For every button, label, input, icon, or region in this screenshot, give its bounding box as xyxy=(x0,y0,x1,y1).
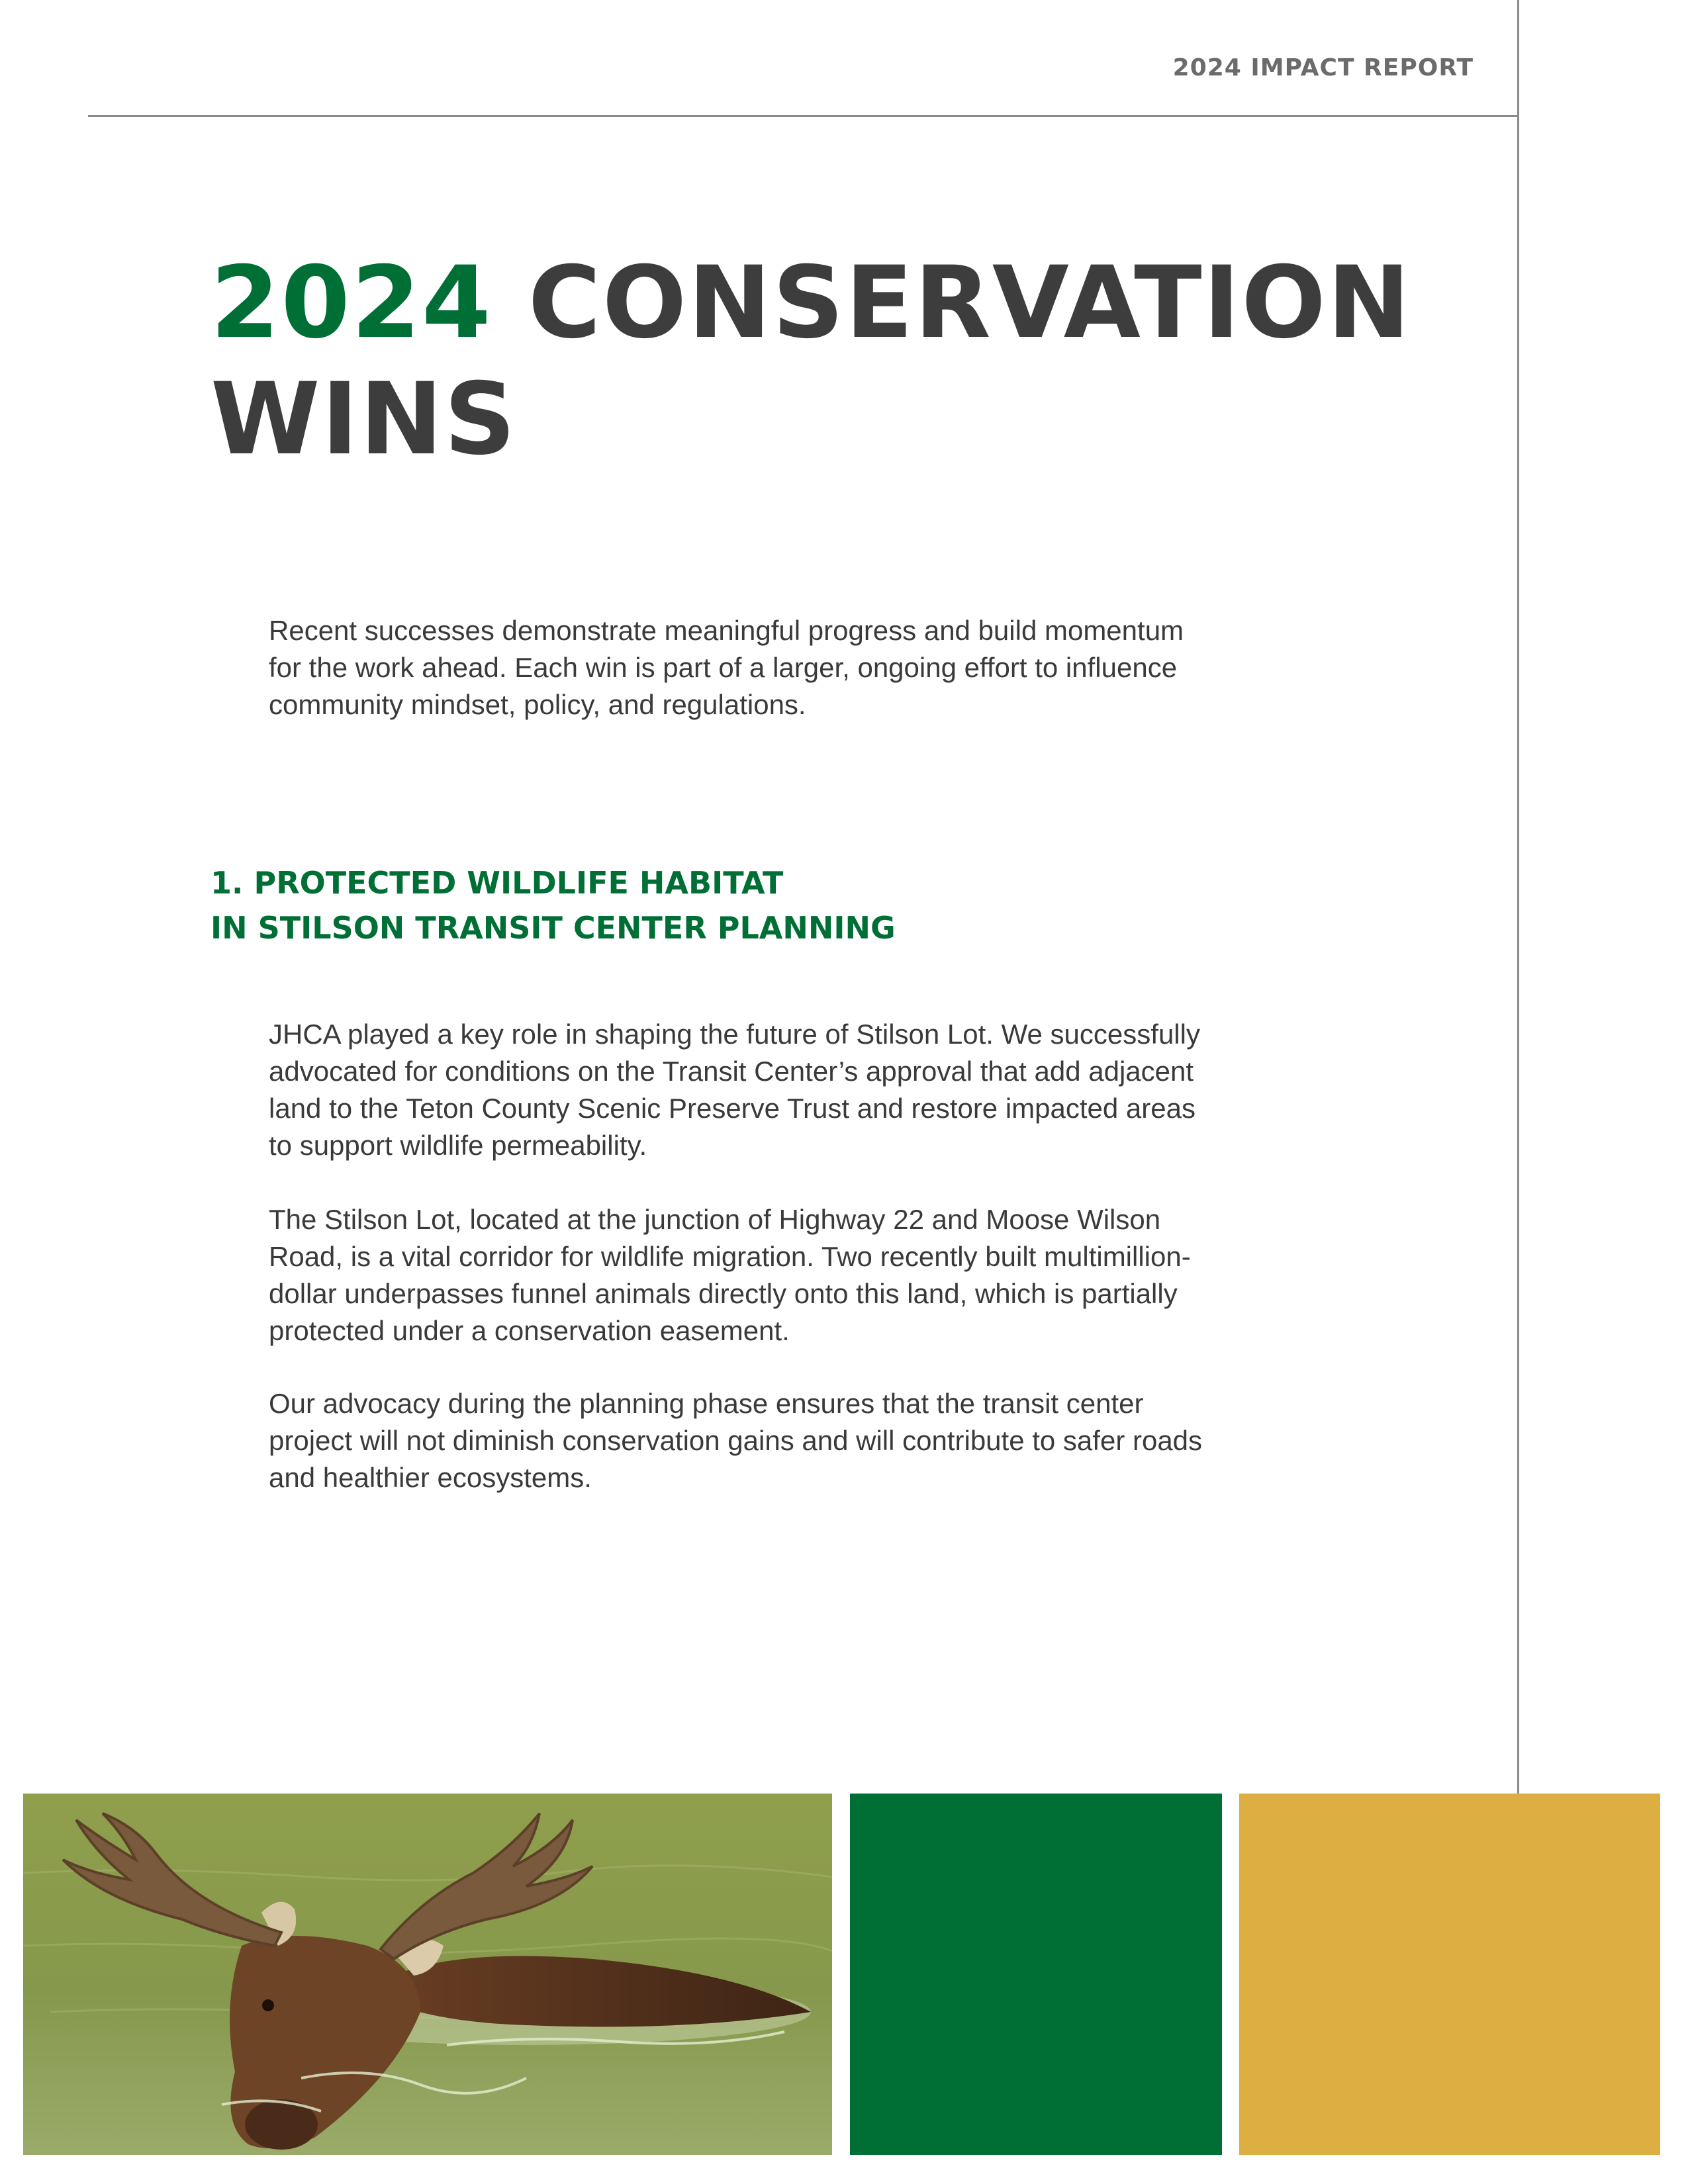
page-title xyxy=(211,245,1411,478)
section-paragraph-2: The Stilson Lot, located at the junction of Highway 22 and Moose Wilson Road, is a vital corridor for wildlife migration. Two recently built multimillion-dollar underpasses funnel animals directly onto this land, which is partially protected under a conservation easement. xyxy=(269,1204,1191,1346)
moose-photo xyxy=(23,1794,832,2155)
header-divider xyxy=(88,115,1518,117)
section-heading-line1: 1. PROTECTED WILDLIFE HABITAT xyxy=(211,865,784,901)
title-line2-text: WINS xyxy=(211,362,517,477)
section-heading xyxy=(211,860,896,950)
section-heading-line2: IN STILSON TRANSIT CENTER PLANNING xyxy=(211,910,896,946)
green-color-block xyxy=(850,1794,1222,2155)
report-header-label: 2024 IMPACT REPORT xyxy=(1172,54,1474,81)
title-year: 2024 xyxy=(211,246,492,361)
page-margin-divider xyxy=(1517,0,1519,1794)
section-paragraph-1: JHCA played a key role in shaping the future of Stilson Lot. We successfully advocated for conditions on the Transit Center’s approval that add adjacent land to the Teton County Scenic Preserve Trust and restore impacted areas to support wildlife permeability. xyxy=(269,1019,1200,1161)
intro-paragraph: Recent successes demonstrate meaningful progress and build momentum for the work ahead. Each win is part of a larger, ongoing effort to influence community mindset, policy, and regulations. xyxy=(269,615,1184,720)
gold-color-block xyxy=(1239,1794,1660,2155)
section-paragraph-3: Our advocacy during the planning phase ensures that the transit center project will not diminish conservation gains and will contribute to safer roads and healthier ecosystems. xyxy=(269,1388,1203,1493)
title-line1-text: CONSERVATION xyxy=(492,246,1412,361)
